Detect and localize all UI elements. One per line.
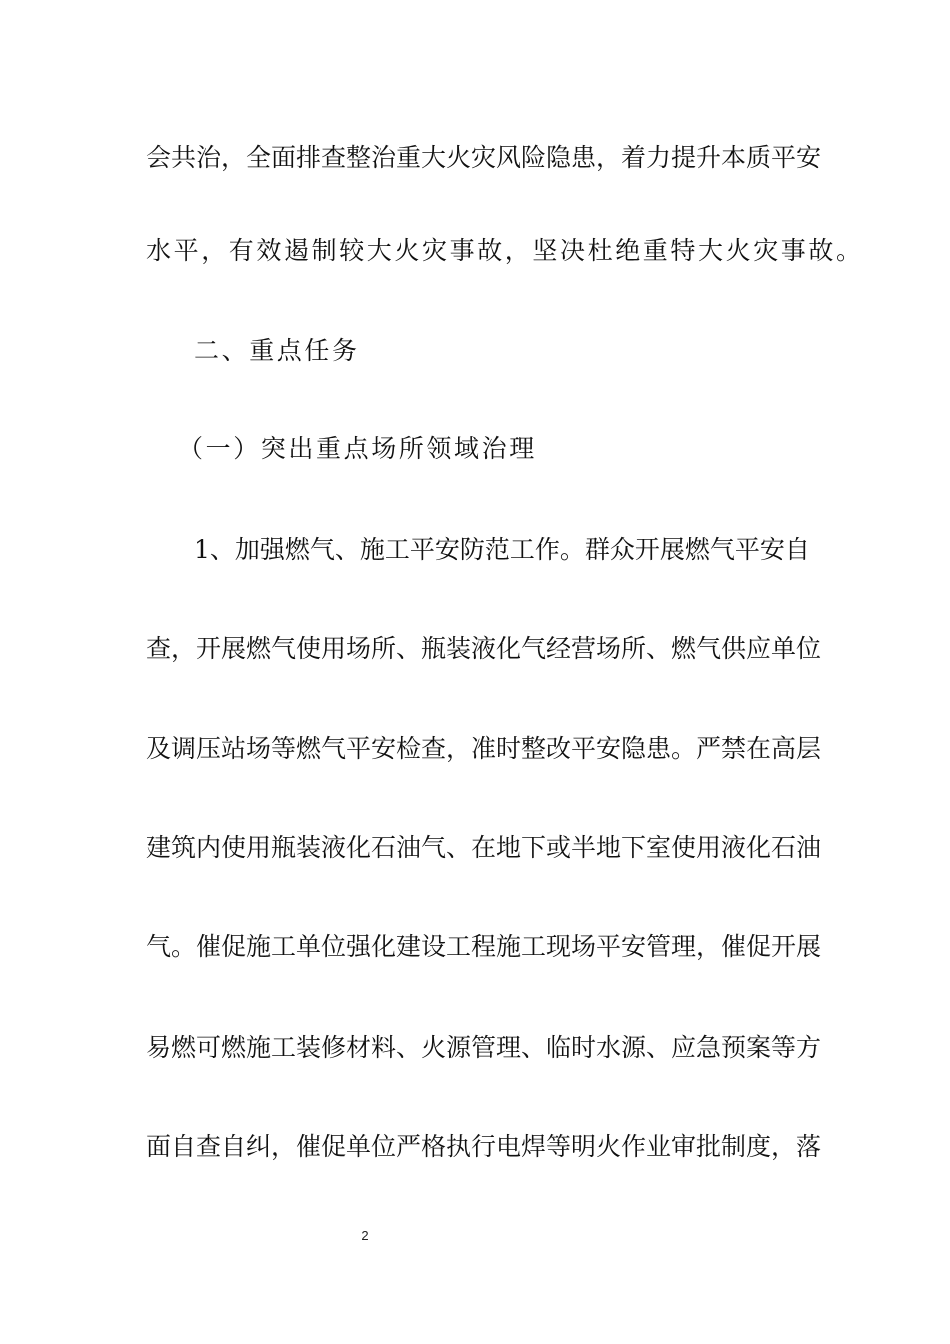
section-heading: 二、重点任务 [194, 336, 360, 365]
page-number: 2 [361, 1228, 369, 1243]
subsection-heading: （一）突出重点场所领域治理 [178, 434, 537, 463]
body-text-line: 会共治，全面排查整治重大火灾风险隐患，着力提升本质平安 [146, 143, 822, 172]
body-text-line: 及调压站场等燃气平安检查，准时整改平安隐患。严禁在高层 [146, 734, 822, 763]
body-text-line: 水平，有效遏制较大火灾事故，坚决杜绝重特大火灾事故。 [146, 236, 864, 265]
paragraph-first-line: 1、加强燃气、施工平安防范工作。群众开展燃气平安自 [194, 535, 810, 564]
body-text-line: 面自查自纠，催促单位严格执行电焊等明火作业审批制度，落 [146, 1132, 822, 1161]
body-text-line: 建筑内使用瓶装液化石油气、在地下或半地下室使用液化石油 [146, 833, 822, 862]
body-text-line: 气。催促施工单位强化建设工程施工现场平安管理，催促开展 [146, 932, 822, 961]
body-text-line: 易燃可燃施工装修材料、火源管理、临时水源、应急预案等方 [146, 1033, 822, 1062]
body-text-line: 查，开展燃气使用场所、瓶装液化气经营场所、燃气供应单位 [146, 634, 822, 663]
